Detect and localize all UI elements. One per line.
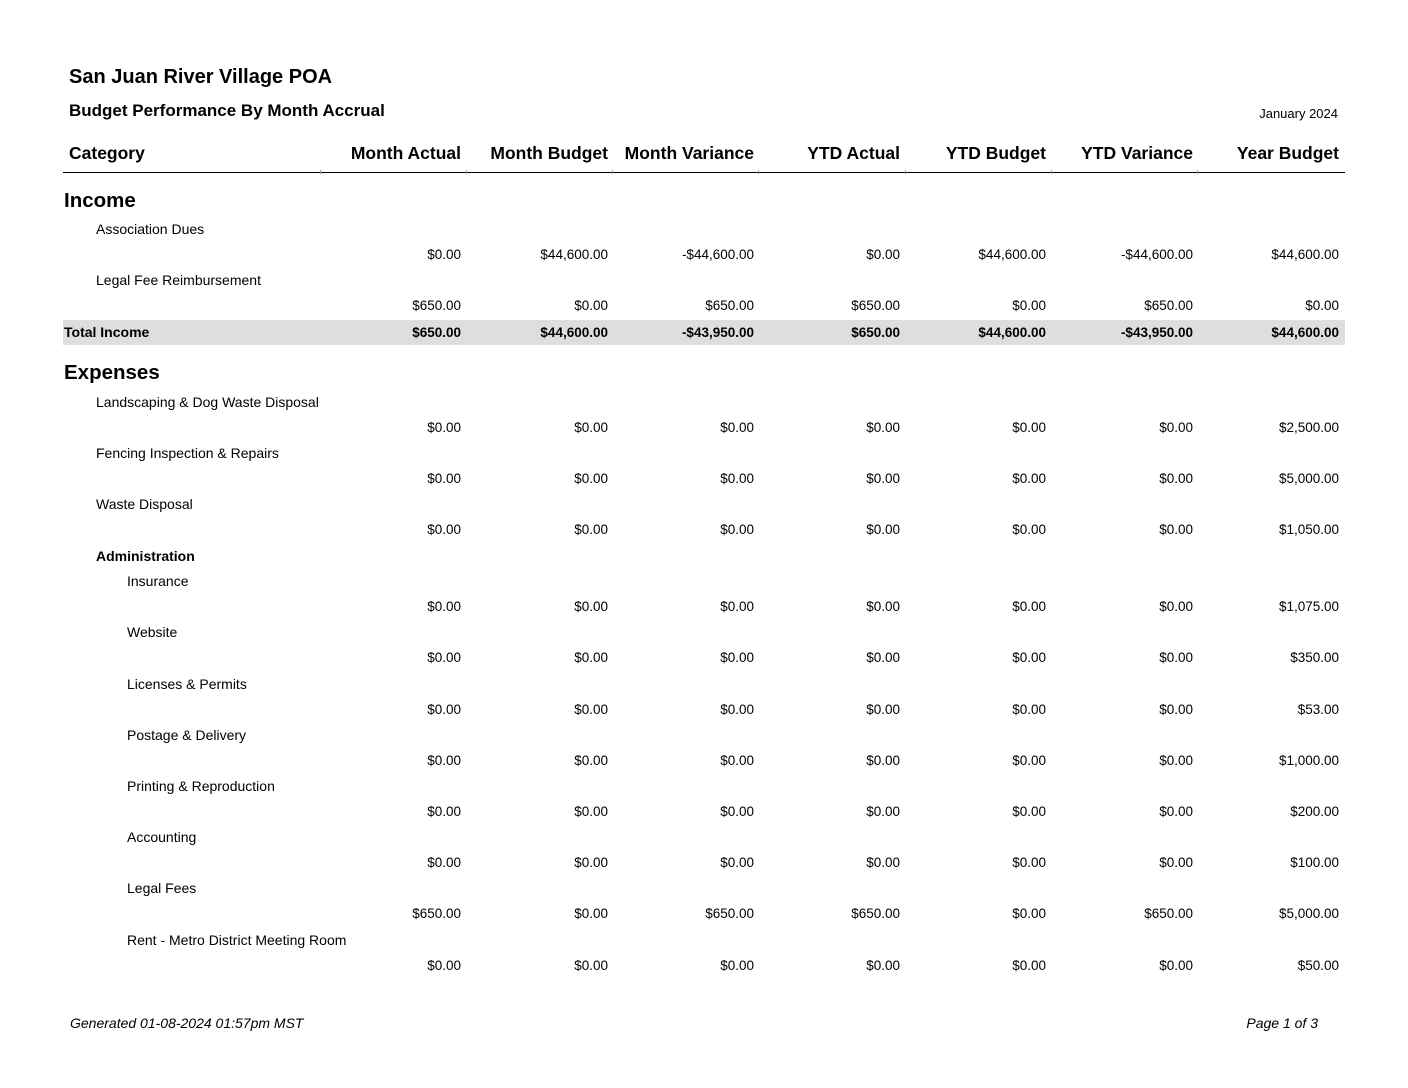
month-actual-cell: $0.00 xyxy=(427,522,461,537)
ytd-variance-cell: $0.00 xyxy=(1159,599,1193,614)
ytd-actual-cell: $0.00 xyxy=(866,804,900,819)
generated-timestamp: Generated 01-08-2024 01:57pm MST xyxy=(70,1015,304,1031)
ytd-actual-cell: $0.00 xyxy=(866,753,900,768)
ytd-actual-cell: $650.00 xyxy=(851,906,900,921)
year-budget-cell: $5,000.00 xyxy=(1278,471,1339,486)
column-header-month-budget: Month Budget xyxy=(490,143,608,163)
ytd-actual-cell: $0.00 xyxy=(866,599,900,614)
column-tick xyxy=(612,170,613,174)
month-actual-cell: $0.00 xyxy=(427,650,461,665)
year-budget-cell: $200.00 xyxy=(1290,804,1339,819)
column-header-category: Category xyxy=(69,143,145,163)
month-budget-cell: $0.00 xyxy=(574,753,608,768)
total-income-label: Total Income xyxy=(64,324,150,340)
month-variance-cell: $0.00 xyxy=(720,599,754,614)
total-income-row xyxy=(63,320,1345,345)
month-actual-cell: $0.00 xyxy=(427,420,461,435)
month-actual-cell: $0.00 xyxy=(427,702,461,717)
ytd-variance-cell: $650.00 xyxy=(1144,298,1193,313)
month-actual-cell: $0.00 xyxy=(427,247,461,262)
month-actual-cell: $0.00 xyxy=(427,599,461,614)
year-budget-cell: $1,075.00 xyxy=(1278,599,1339,614)
month-variance-cell: $0.00 xyxy=(720,855,754,870)
ytd-actual-cell: $0.00 xyxy=(866,855,900,870)
ytd-budget-cell: $0.00 xyxy=(1012,420,1046,435)
ytd-budget-cell: $0.00 xyxy=(1012,958,1046,973)
organization-name: San Juan River Village POA xyxy=(69,66,333,88)
account-label: Website xyxy=(127,624,178,640)
ytd-variance-cell: $0.00 xyxy=(1159,855,1193,870)
month-variance-cell: $0.00 xyxy=(720,420,754,435)
page-number: Page 1 of 3 xyxy=(1246,1015,1318,1031)
month-variance-cell: $0.00 xyxy=(720,650,754,665)
year-budget-cell: $1,050.00 xyxy=(1278,522,1339,537)
account-label: Fencing Inspection & Repairs xyxy=(96,445,279,461)
month-variance-cell: $0.00 xyxy=(720,804,754,819)
month-budget-cell: $0.00 xyxy=(574,471,608,486)
column-tick xyxy=(320,170,321,174)
year-budget-cell: $44,600.00 xyxy=(1271,247,1339,262)
month-variance-cell: $0.00 xyxy=(720,753,754,768)
ytd-variance-cell: $0.00 xyxy=(1159,958,1193,973)
ytd-budget-cell: $44,600.00 xyxy=(978,247,1046,262)
year-budget-cell: $0.00 xyxy=(1305,298,1339,313)
month-budget-cell: $0.00 xyxy=(574,906,608,921)
month-actual-cell: $0.00 xyxy=(427,753,461,768)
column-header-month-actual: Month Actual xyxy=(350,143,461,163)
month-budget-cell: $44,600.00 xyxy=(540,247,608,262)
account-label: Insurance xyxy=(127,573,189,589)
month-actual-cell: $0.00 xyxy=(427,804,461,819)
month-actual-cell: $650.00 xyxy=(412,906,461,921)
ytd-actual-cell: $650.00 xyxy=(851,298,900,313)
column-header-ytd-actual: YTD Actual xyxy=(807,143,900,163)
ytd-variance-cell: $0.00 xyxy=(1159,753,1193,768)
month-budget-cell: $0.00 xyxy=(574,804,608,819)
month-variance-cell: $0.00 xyxy=(720,471,754,486)
year-budget-cell: $350.00 xyxy=(1290,650,1339,665)
ytd-budget-cell: $0.00 xyxy=(1012,471,1046,486)
ytd-actual-cell: $0.00 xyxy=(866,471,900,486)
ytd-budget-cell: $0.00 xyxy=(1012,298,1046,313)
ytd-budget-cell: $0.00 xyxy=(1012,753,1046,768)
ytd-variance-cell: $650.00 xyxy=(1144,906,1193,921)
month-variance-cell: $650.00 xyxy=(705,906,754,921)
month-actual-cell: $0.00 xyxy=(427,958,461,973)
month-budget-cell: $0.00 xyxy=(574,702,608,717)
account-label: Rent - Metro District Meeting Room xyxy=(127,932,347,948)
ytd-variance-cell: $0.00 xyxy=(1159,804,1193,819)
month-actual-cell: $0.00 xyxy=(427,471,461,486)
year-budget-cell: $100.00 xyxy=(1290,855,1339,870)
ytd-actual-cell: $0.00 xyxy=(866,958,900,973)
column-tick xyxy=(905,170,906,174)
ytd-variance-cell: -$43,950.00 xyxy=(1120,325,1193,340)
month-budget-cell: $0.00 xyxy=(574,958,608,973)
account-label: Licenses & Permits xyxy=(127,676,247,692)
account-label: Landscaping & Dog Waste Disposal xyxy=(96,394,319,410)
account-label: Postage & Delivery xyxy=(127,727,247,743)
column-tick xyxy=(758,170,759,174)
report-title: Budget Performance By Month Accrual xyxy=(69,101,385,120)
month-variance-cell: $0.00 xyxy=(720,958,754,973)
header-divider xyxy=(63,172,1345,173)
month-budget-cell: $0.00 xyxy=(574,855,608,870)
report-period: January 2024 xyxy=(1259,106,1338,121)
column-header-ytd-budget: YTD Budget xyxy=(945,143,1046,163)
month-actual-cell: $650.00 xyxy=(412,298,461,313)
year-budget-cell: $2,500.00 xyxy=(1278,420,1339,435)
ytd-actual-cell: $0.00 xyxy=(866,522,900,537)
ytd-budget-cell: $0.00 xyxy=(1012,522,1046,537)
account-label: Association Dues xyxy=(96,221,205,237)
ytd-budget-cell: $44,600.00 xyxy=(978,325,1046,340)
month-variance-cell: $0.00 xyxy=(720,702,754,717)
ytd-budget-cell: $0.00 xyxy=(1012,906,1046,921)
account-label: Printing & Reproduction xyxy=(127,778,275,794)
column-tick xyxy=(466,170,467,174)
month-variance-cell: $650.00 xyxy=(705,298,754,313)
month-variance-cell: $0.00 xyxy=(720,522,754,537)
ytd-budget-cell: $0.00 xyxy=(1012,650,1046,665)
year-budget-cell: $44,600.00 xyxy=(1271,325,1339,340)
month-budget-cell: $0.00 xyxy=(574,298,608,313)
account-label: Accounting xyxy=(127,829,197,845)
year-budget-cell: $50.00 xyxy=(1297,958,1339,973)
month-actual-cell: $0.00 xyxy=(427,855,461,870)
account-label: Legal Fee Reimbursement xyxy=(96,272,261,288)
month-variance-cell: -$44,600.00 xyxy=(681,247,754,262)
month-budget-cell: $0.00 xyxy=(574,650,608,665)
ytd-budget-cell: $0.00 xyxy=(1012,702,1046,717)
column-header-month-variance: Month Variance xyxy=(624,143,754,163)
expenses-heading: Expenses xyxy=(64,361,160,384)
ytd-variance-cell: $0.00 xyxy=(1159,471,1193,486)
column-tick xyxy=(1197,170,1198,174)
month-budget-cell: $44,600.00 xyxy=(540,325,608,340)
ytd-variance-cell: $0.00 xyxy=(1159,650,1193,665)
account-label: Waste Disposal xyxy=(96,496,193,512)
income-heading: Income xyxy=(64,189,136,212)
ytd-budget-cell: $0.00 xyxy=(1012,855,1046,870)
month-budget-cell: $0.00 xyxy=(574,420,608,435)
column-header-year-budget: Year Budget xyxy=(1236,143,1339,163)
year-budget-cell: $53.00 xyxy=(1297,702,1339,717)
year-budget-cell: $1,000.00 xyxy=(1278,753,1339,768)
administration-heading: Administration xyxy=(96,548,195,564)
column-tick xyxy=(1051,170,1052,174)
ytd-actual-cell: $0.00 xyxy=(866,702,900,717)
ytd-budget-cell: $0.00 xyxy=(1012,599,1046,614)
month-actual-cell: $650.00 xyxy=(412,325,461,340)
ytd-actual-cell: $0.00 xyxy=(866,420,900,435)
month-variance-cell: -$43,950.00 xyxy=(681,325,754,340)
month-budget-cell: $0.00 xyxy=(574,522,608,537)
ytd-variance-cell: -$44,600.00 xyxy=(1120,247,1193,262)
ytd-actual-cell: $0.00 xyxy=(866,247,900,262)
year-budget-cell: $5,000.00 xyxy=(1278,906,1339,921)
ytd-budget-cell: $0.00 xyxy=(1012,804,1046,819)
ytd-variance-cell: $0.00 xyxy=(1159,522,1193,537)
account-label: Legal Fees xyxy=(127,880,197,896)
ytd-variance-cell: $0.00 xyxy=(1159,702,1193,717)
ytd-actual-cell: $0.00 xyxy=(866,650,900,665)
ytd-actual-cell: $650.00 xyxy=(851,325,900,340)
column-header-ytd-variance: YTD Variance xyxy=(1081,143,1193,163)
month-budget-cell: $0.00 xyxy=(574,599,608,614)
ytd-variance-cell: $0.00 xyxy=(1159,420,1193,435)
